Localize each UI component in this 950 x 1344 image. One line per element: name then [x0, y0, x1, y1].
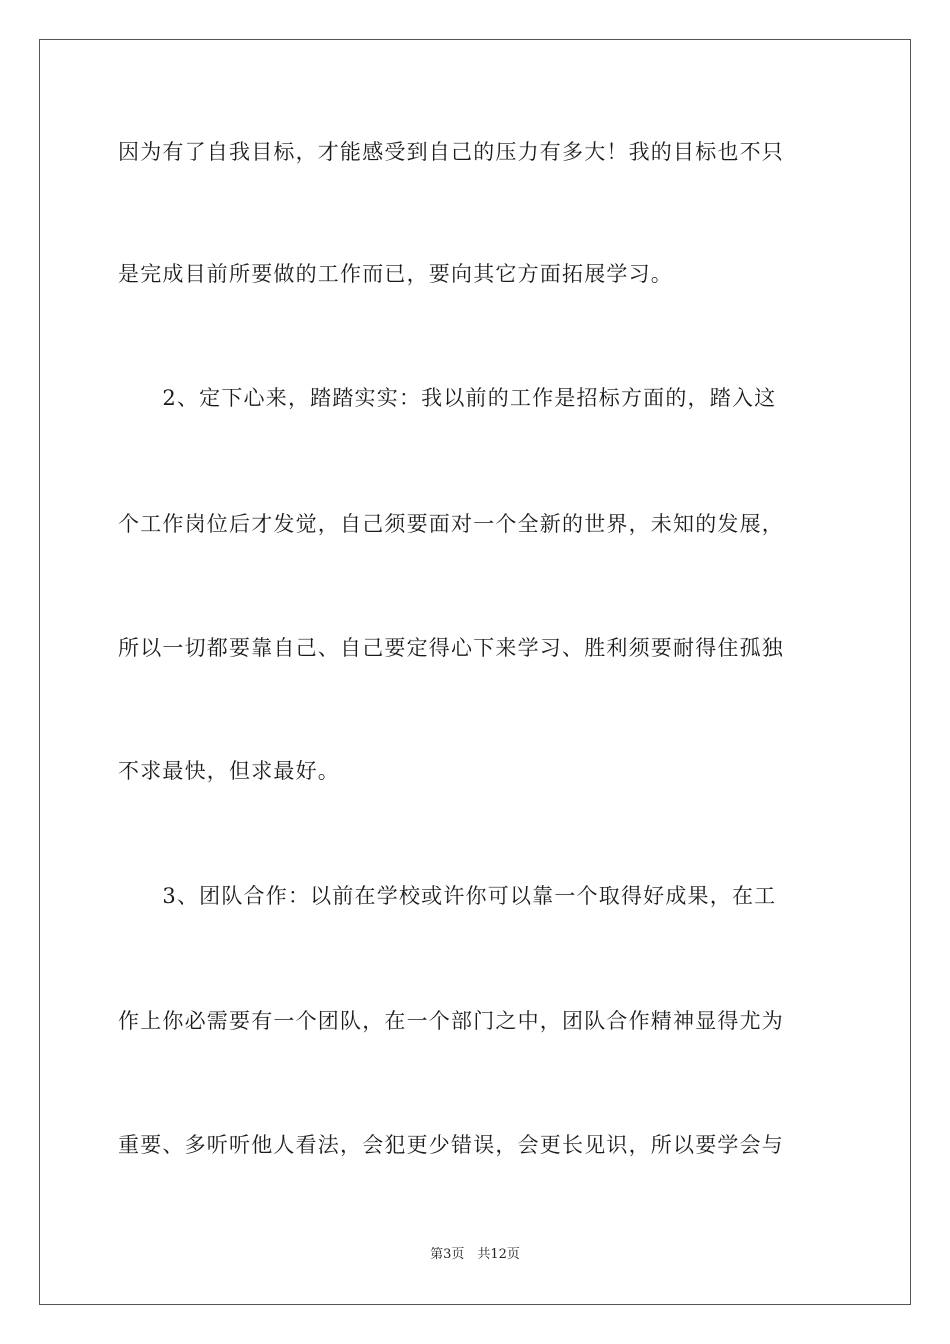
body-text-line: 重要、多听听他人看法，会犯更少错误，会更长见识，所以要学会与	[118, 1133, 784, 1157]
body-text-line: 是完成目前所要做的工作而已，要向其它方面拓展学习。	[118, 262, 673, 286]
body-text-line: 2、定下心来，踏踏实实：我以前的工作是招标方面的，踏入这	[118, 386, 777, 410]
page-number-footer: 第3页 共12页	[430, 1247, 520, 1262]
body-text-line: 3、团队合作：以前在学校或许你可以靠一个取得好成果，在工	[118, 884, 777, 908]
body-text-line: 不求最快，但求最好。	[118, 759, 340, 783]
body-text-line: 作上你必需要有一个团队，在一个部门之中，团队合作精神显得尤为	[118, 1009, 784, 1033]
body-text-line: 个工作岗位后才发觉，自己须要面对一个全新的世界，未知的发展，	[118, 512, 784, 536]
body-text-line: 所以一切都要靠自己、自己要定得心下来学习、胜利须要耐得住孤独	[118, 636, 784, 660]
page-frame	[39, 39, 911, 1305]
body-text-line: 因为有了自我目标，才能感受到自己的压力有多大！我的目标也不只	[118, 140, 784, 164]
